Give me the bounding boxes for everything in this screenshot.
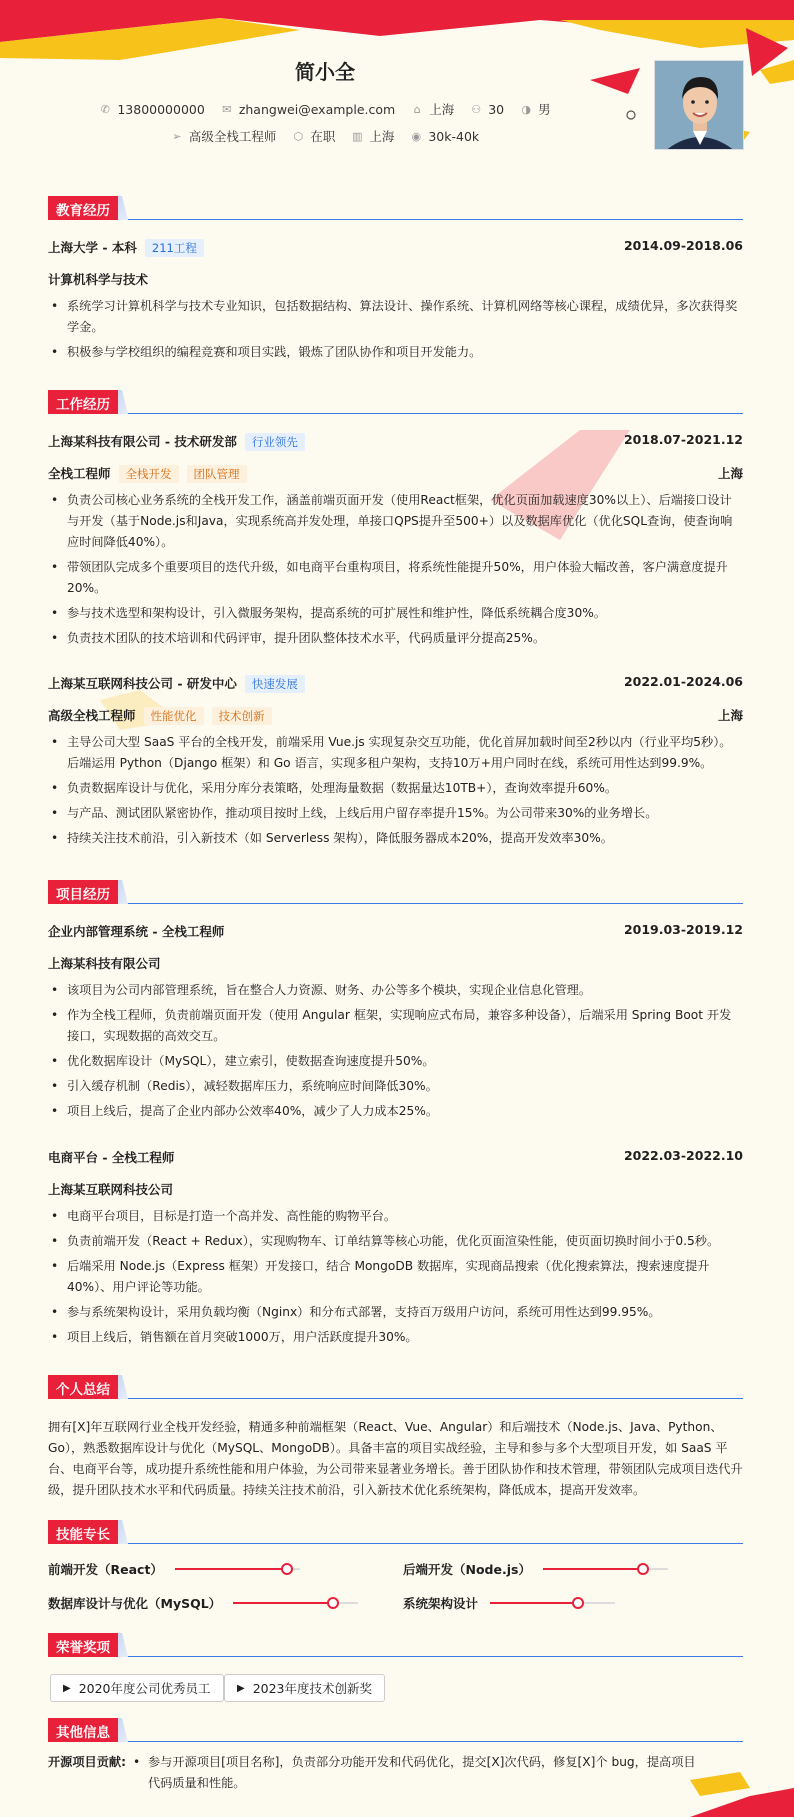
work-2-header bbox=[48, 674, 743, 693]
status: 在职 bbox=[310, 129, 336, 144]
project-2-company: 上海某互联网科技公司 bbox=[48, 1182, 174, 1197]
skill-bar-fill bbox=[175, 1568, 288, 1570]
list-item: • 与产品、测试团队紧密协作，推动项目按时上线，上线后用户留存率提升15%。为公司带来30%的业务增长。 bbox=[48, 803, 743, 824]
awards-section bbox=[48, 1633, 743, 1696]
work-1-city: 上海 bbox=[717, 466, 743, 481]
list-item: • 后端采用 Node.js（Express 框架）开发接口，结合 MongoDB 数据库，实现商品搜索（优化搜索算法，搜索速度提升40%）、用户评论等功能。 bbox=[48, 1256, 743, 1298]
school: 上海大学 - 本科 bbox=[48, 240, 137, 255]
work-1-role-tag: 团队管理 bbox=[187, 465, 247, 483]
home-icon: ⌂ bbox=[413, 102, 421, 116]
project-1-company: 上海某科技有限公司 bbox=[48, 956, 161, 971]
skill-bar-knob bbox=[327, 1597, 339, 1609]
section-title-projects: 项目经历 bbox=[48, 880, 118, 904]
project-2-period: 2022.03-2022.10 bbox=[623, 1148, 743, 1163]
avatar-photo bbox=[654, 60, 744, 150]
bullet-icon: • bbox=[133, 1755, 141, 1769]
cake-icon: ⚇ bbox=[471, 102, 482, 116]
other-row bbox=[48, 1752, 743, 1794]
other-text-wrap bbox=[130, 1752, 705, 1794]
project-2-bullets bbox=[48, 1206, 743, 1352]
project-1-header bbox=[48, 922, 743, 940]
list-item: • 电商平台项目，目标是打造一个高并发、高性能的购物平台。 bbox=[48, 1206, 743, 1227]
work-1-role: 全栈工程师 bbox=[48, 466, 111, 481]
work-city: 上海 bbox=[369, 129, 395, 144]
status-icon: ⬡ bbox=[293, 129, 304, 143]
candidate-name: 简小全 bbox=[295, 60, 355, 84]
skill-item bbox=[48, 1560, 300, 1578]
summary-text: 拥有[X]年互联网行业全栈开发经验，精通多种前端框架（React、Vue、Angular）和后端技术（Node.js、Java、Python、Go），熟悉数据库设计与优化（MySQL、MongoDB）。具备丰富的项目实战经验，主导和参与多个大型项目开发，如 SaaS 平台、电商平台等，成功提升系统性能和用户体验，为公司带来显著业务增长。善于团队协作和技术管理，带领团队完成项目迭代升级，提升团队技术水平和代码质量。持续关注技术前沿，引入新技术优化系统架构，降低成本，提高开发效率。 bbox=[48, 1420, 743, 1497]
list-item: • 系统学习计算机科学与技术专业知识，包括数据结构、算法设计、操作系统、计算机网络等核心课程，成绩优异，多次获得奖学金。 bbox=[48, 296, 743, 338]
work-2-role-tag: 性能优化 bbox=[144, 707, 204, 725]
work-2-role: 高级全栈工程师 bbox=[48, 708, 136, 723]
list-item: • 参与系统架构设计，采用负载均衡（Nginx）和分布式部署，支持百万级用户访问，系统可用性达到99.95%。 bbox=[48, 1302, 743, 1323]
email-icon: ✉ bbox=[222, 102, 232, 116]
other-text: 参与开源项目[项目名称]，负责部分功能开发和代码优化，提交[X]次代码，修复[X]个 bug，提高项目代码质量和性能。 bbox=[148, 1755, 696, 1790]
work-2-bullets bbox=[48, 732, 743, 853]
skill-bar-knob bbox=[281, 1563, 293, 1575]
send-icon: ➢ bbox=[172, 129, 182, 143]
work-2-city: 上海 bbox=[717, 708, 743, 723]
contact-row bbox=[0, 100, 650, 118]
list-item: • 负责公司核心业务系统的全栈开发工作，涵盖前端页面开发（使用React框架，优化页面加载速度30%以上）、后端接口设计与开发（基于Node.js和Java，实现系统高并发处理，单接口QPS提升至500+）以及数据库优化（优化SQL查询，使查询响应时间降低40%）。 bbox=[48, 490, 743, 553]
play-icon: ▶ bbox=[63, 1682, 71, 1694]
list-item: • 参与技术选型和架构设计，引入微服务架构，提高系统的可扩展性和维护性，降低系统耦合度30%。 bbox=[48, 603, 743, 624]
award-label: 2020年度公司优秀员工 bbox=[78, 1681, 211, 1696]
work-1-period: 2018.07-2021.12 bbox=[623, 432, 743, 447]
skill-item bbox=[403, 1560, 668, 1578]
project-2-header bbox=[48, 1148, 743, 1166]
salary: 30k-40k bbox=[428, 128, 480, 144]
list-item: • 优化数据库设计（MySQL），建立索引，使数据查询速度提升50%。 bbox=[48, 1051, 743, 1072]
list-item: • 带领团队完成多个重要项目的迭代升级，如电商平台重构项目，将系统性能提升50%，用户体验大幅改善，客户满意度提升20%。 bbox=[48, 557, 743, 599]
list-item: • 持续关注技术前沿，引入新技术（如 Serverless 架构），降低服务器成本20%，提高开发效率30%。 bbox=[48, 828, 743, 849]
section-title-other: 其他信息 bbox=[48, 1718, 118, 1742]
project-1-period: 2019.03-2019.12 bbox=[623, 922, 743, 937]
education-period: 2014.09-2018.06 bbox=[623, 238, 743, 253]
phone: 13800000000 bbox=[117, 101, 205, 117]
gender: 男 bbox=[538, 102, 551, 117]
education-header bbox=[48, 238, 743, 257]
work-2-role-row bbox=[48, 706, 743, 725]
projects-section bbox=[48, 880, 743, 1344]
work-2-company-tag: 快速发展 bbox=[245, 675, 305, 693]
other-label: 开源项目贡献: bbox=[48, 1755, 126, 1769]
list-item: • 积极参与学校组织的编程竞赛和项目实践，锻炼了团队协作和项目开发能力。 bbox=[48, 342, 743, 363]
skill-name: 数据库设计与优化（MySQL） bbox=[48, 1596, 222, 1611]
position: 高级全栈工程师 bbox=[188, 129, 277, 144]
section-title-education: 教育经历 bbox=[48, 196, 118, 220]
skill-bar-knob bbox=[572, 1597, 584, 1609]
skill-bar bbox=[490, 1602, 615, 1604]
skill-name: 系统架构设计 bbox=[403, 1596, 479, 1611]
work-1-header bbox=[48, 432, 743, 451]
education-bullets bbox=[48, 296, 743, 367]
list-item: • 作为全栈工程师，负责前端页面开发（使用 Angular 框架，实现响应式布局，兼容多种设备），后端采用 Spring Boot 开发接口，实现数据的高效交互。 bbox=[48, 1005, 743, 1047]
education-section bbox=[48, 196, 743, 359]
work-2-company: 上海某互联网科技公司 - 研发中心 bbox=[48, 676, 237, 691]
list-item: • 引入缓存机制（Redis），减轻数据库压力，系统响应时间降低30%。 bbox=[48, 1076, 743, 1097]
skill-item bbox=[48, 1594, 358, 1612]
work-1-role-tag: 全栈开发 bbox=[119, 465, 179, 483]
location: 上海 bbox=[429, 102, 455, 117]
work-1-role-row bbox=[48, 464, 743, 483]
list-item: • 负责前端开发（React + Redux），实现购物车、订单结算等核心功能，优化页面渲染性能，使页面切换时间小于0.5秒。 bbox=[48, 1231, 743, 1252]
skill-item bbox=[403, 1594, 615, 1612]
list-item: • 主导公司大型 SaaS 平台的全栈开发，前端采用 Vue.js 实现复杂交互功能，优化首屏加载时间至2秒以内（行业平均5秒）。后端运用 Python（Django 框架）和 Go 语言，实现多租户架构，支持10万+用户同时在线，系统可用性达到99.9%。 bbox=[48, 732, 743, 774]
building-icon: ▥ bbox=[352, 129, 363, 143]
summary-section bbox=[48, 1375, 743, 1497]
section-title-awards: 荣誉奖项 bbox=[48, 1633, 118, 1657]
skills-section bbox=[48, 1520, 743, 1611]
award-badge bbox=[224, 1674, 385, 1702]
list-item: • 项目上线后，提高了企业内部办公效率40%，减少了人力成本25%。 bbox=[48, 1101, 743, 1122]
work-1-bullets bbox=[48, 490, 743, 653]
school-tag: 211工程 bbox=[145, 239, 204, 257]
email: zhangwei@example.com bbox=[238, 101, 396, 117]
age: 30 bbox=[488, 101, 505, 117]
play-icon: ▶ bbox=[237, 1682, 245, 1694]
skill-bar-fill bbox=[490, 1602, 578, 1604]
salary-icon: ◉ bbox=[411, 129, 422, 143]
work-2-period: 2022.01-2024.06 bbox=[623, 674, 743, 689]
skill-bar bbox=[543, 1568, 668, 1570]
major: 计算机科学与技术 bbox=[48, 272, 149, 287]
section-title-work: 工作经历 bbox=[48, 390, 118, 414]
list-item: • 负责技术团队的技术培训和代码评审，提升团队整体技术水平，代码质量评分提高25%。 bbox=[48, 628, 743, 649]
award-badge bbox=[50, 1674, 224, 1702]
skill-bar-knob bbox=[637, 1563, 649, 1575]
gender-icon: ◑ bbox=[521, 102, 531, 116]
person-icon bbox=[655, 61, 744, 150]
project-1-bullets bbox=[48, 980, 743, 1126]
work-1-company: 上海某科技有限公司 - 技术研发部 bbox=[48, 434, 237, 449]
project-1-title: 企业内部管理系统 - 全栈工程师 bbox=[48, 924, 225, 939]
work-1-company-tag: 行业领先 bbox=[245, 433, 305, 451]
section-title-summary: 个人总结 bbox=[48, 1375, 118, 1399]
section-title-skills: 技能专长 bbox=[48, 1520, 118, 1544]
phone-icon: ✆ bbox=[100, 102, 110, 116]
work-2-role-tag: 技术创新 bbox=[212, 707, 272, 725]
skill-bar bbox=[233, 1602, 358, 1604]
award-label: 2023年度技术创新奖 bbox=[252, 1681, 373, 1696]
skill-bar-fill bbox=[233, 1602, 333, 1604]
skill-name: 后端开发（Node.js） bbox=[403, 1562, 531, 1577]
skill-name: 前端开发（React） bbox=[48, 1562, 163, 1577]
list-item: • 该项目为公司内部管理系统，旨在整合人力资源、财务、办公等多个模块，实现企业信息化管理。 bbox=[48, 980, 743, 1001]
skill-bar bbox=[175, 1568, 300, 1570]
list-item: • 负责数据库设计与优化，采用分库分表策略，处理海量数据（数据量达10TB+），查询效率提升60%。 bbox=[48, 778, 743, 799]
job-intent-row bbox=[0, 127, 650, 145]
skill-bar-fill bbox=[543, 1568, 643, 1570]
project-2-title: 电商平台 - 全栈工程师 bbox=[48, 1150, 175, 1165]
other-section bbox=[48, 1718, 743, 1790]
work-section bbox=[48, 390, 743, 845]
list-item: • 项目上线后，销售额在首月突破1000万，用户活跃度提升30%。 bbox=[48, 1327, 743, 1348]
